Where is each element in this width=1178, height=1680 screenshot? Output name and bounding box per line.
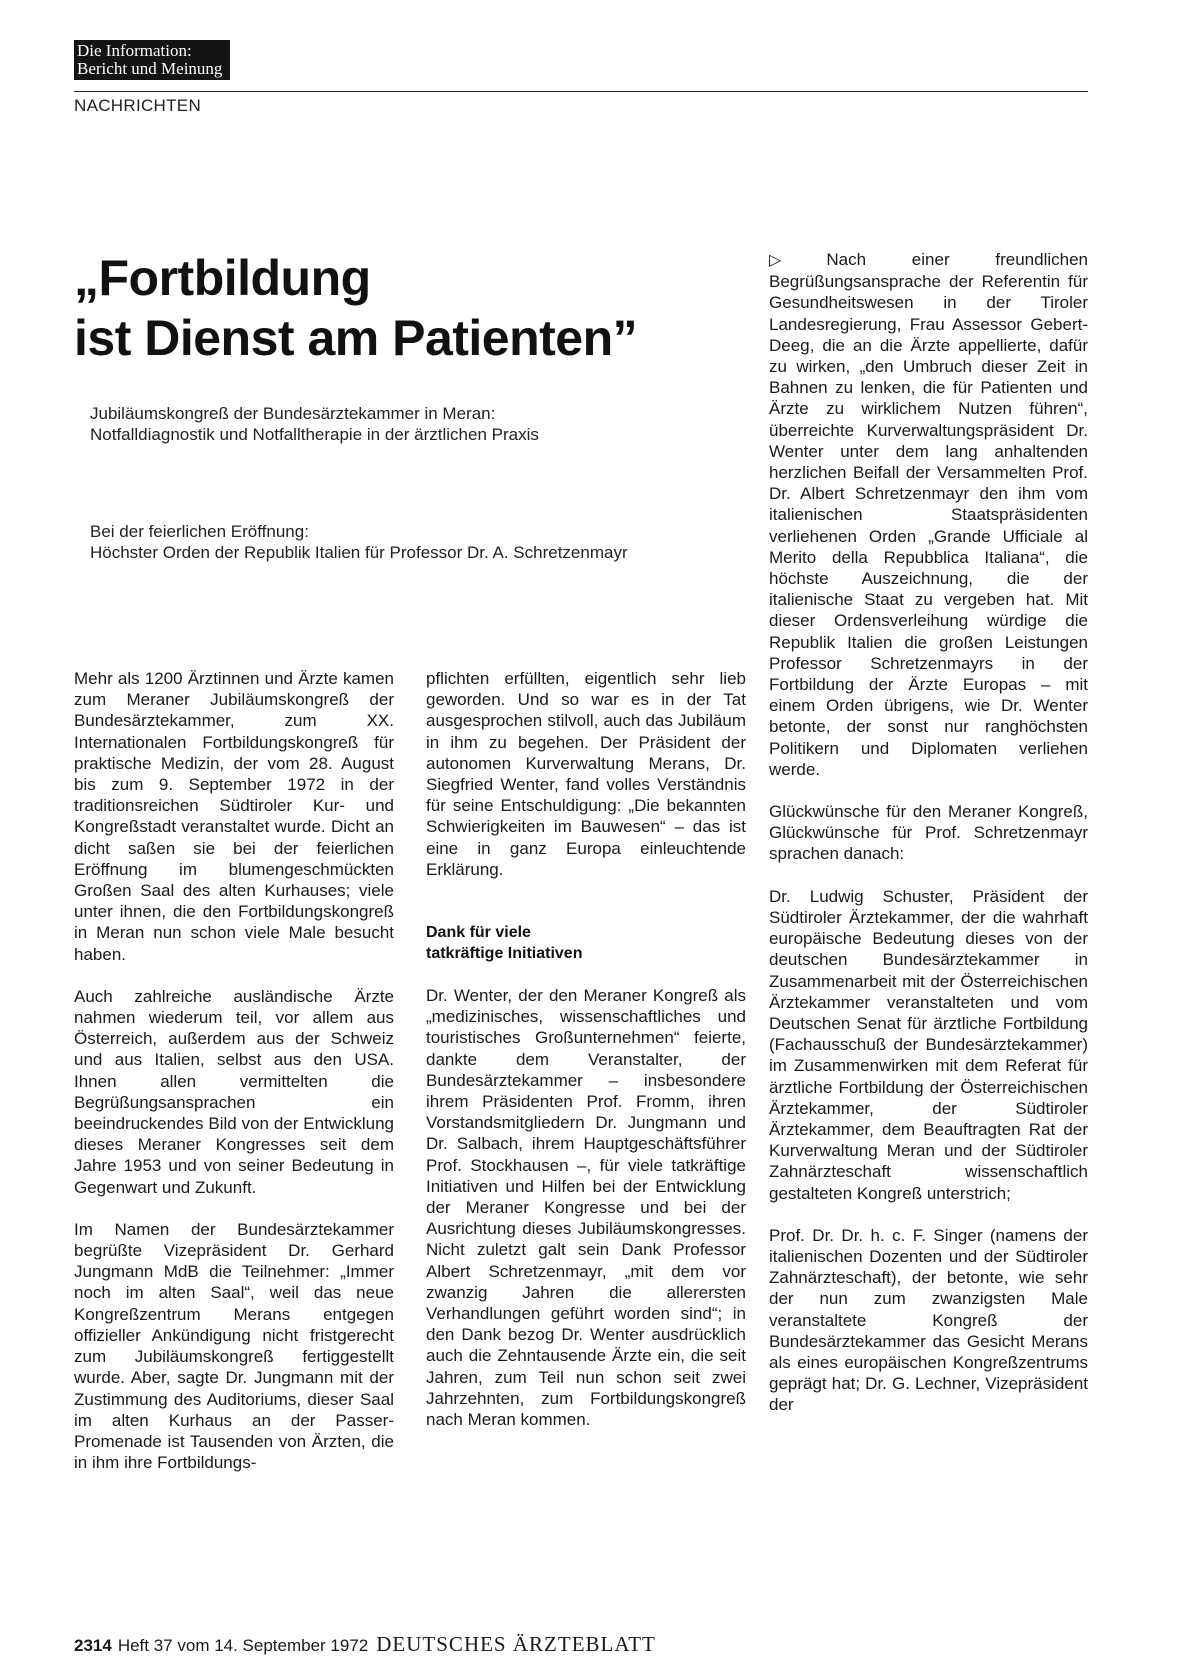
masthead-line-2: Bericht und Meinung	[77, 59, 223, 78]
paragraph: Im Namen der Bundesärztekammer begrüßte Vizepräsident Dr. Gerhard Jungmann MdB die Teilnehmer: „Immer noch im alten Saal“, weil das neue Kongreßzentrum Merans entgegen offizieller Ankündigung nicht fristgerecht zum Jubiläumskongreß fertiggestellt wurde. Aber, sagte Dr. Jungmann mit der Zustimmung des Auditoriums, dieser Saal im alten Kurhaus an der Passer-Promenade ist Tausenden von Ärzten, die in ihm ihre Fortbildungs-	[74, 1219, 394, 1473]
subheading-line-1: Dank für viele	[426, 924, 531, 942]
subhead-line-2: Notfalldiagnostik und Notfalltherapie in der ärztlichen Praxis	[90, 425, 539, 444]
paragraph: Mehr als 1200 Ärztinnen und Ärzte kamen zum Meraner Jubiläumskongreß der Bundesärztekammer, zum XX. Internationalen Fortbildungskongreß für praktische Medizin, der vom 28. August bis zum 9. September 1972 in der traditionsreichen Südtiroler Kur- und Kongreßstadt veranstaltet wurde. Dicht an dicht saßen sie bei der feierlichen Eröffnung im blumengeschmückten Großen Saal des alten Kurhauses; viele unter ihnen, die den Fortbildungskongreß in Meran nun schon viele Male besucht haben.	[74, 669, 394, 964]
subhead-line-1: Jubiläumskongreß der Bundesärztekammer in Meran:	[90, 404, 496, 423]
page-number: 2314	[74, 1636, 112, 1655]
issue-info: Heft 37 vom 14. September 1972	[117, 1636, 369, 1655]
top-rule	[74, 91, 1088, 92]
paragraph-with-marker	[769, 249, 1088, 780]
kicker-line-2: Höchster Orden der Republik Italien für Professor Dr. A. Schretzenmayr	[90, 543, 628, 562]
article-column-3	[769, 249, 1088, 1416]
subheading-line-2: tatkräftige Initiativen	[426, 945, 583, 963]
headline-line-1: „Fortbildung	[74, 250, 371, 306]
paragraph: Dr. Ludwig Schuster, Präsident der Südtiroler Ärztekammer, der die wahrhaft europäische Bedeutung dieses von der deutschen Bundesärztekammer in Zusammenarbeit mit der Österreichischen Ärztekammer veranstalteten und vom Deutschen Senat für ärztliche Fortbildung (Fachausschuß der Bundesärztekammer) im Zusammenwirken mit dem Referat für ärztliche Fortbildung der Österreichischen Ärztekammer, der Südtiroler Ärztekammer, dem Beauftragten Rat der Kurverwaltung Meran und der Südtiroler Zahnärzteschaft wissenschaftlich gestalteten Kongreß unterstrich;	[769, 886, 1088, 1203]
article-column-2	[426, 668, 746, 1430]
masthead-line-1: Die Information:	[77, 41, 192, 60]
article-column-1	[74, 668, 394, 1473]
paragraph: Prof. Dr. Dr. h. c. F. Singer (namens der italienischen Dozenten und der Südtiroler Zahnärzteschaft), der betonte, wie sehr der nun zum zwanzigsten Male veranstaltete Kongreß der Bundesärztekammer das Gesicht Merans als eines europäischen Kongreßzentrums geprägt hat; Dr. G. Lechner, Vizepräsident der	[769, 1225, 1088, 1415]
paragraph: Auch zahlreiche ausländische Ärzte nahmen wiederum teil, vor allem aus Österreich, außerdem aus der Schweiz und aus Italien, selbst aus den USA. Ihnen allen vermittelten die Begrüßungsansprachen ein beeindruckendes Bild von der Entwicklung dieses Meraner Kongresses seit dem Jahre 1953 und von seiner Bedeutung in Gegenwart und Zukunft.	[74, 986, 394, 1197]
page-footer	[74, 1632, 656, 1657]
headline	[74, 248, 714, 368]
kicker	[90, 521, 750, 563]
journal-name: DEUTSCHES ÄRZTEBLATT	[376, 1632, 656, 1656]
paragraph: pflichten erfüllten, eigentlich sehr lieb geworden. Und so war es in der Tat ausgesprochen stilvoll, auch das Jubiläum in ihm zu begehen. Der Präsident der autonomen Kurverwaltung Merans, Dr. Siegfried Wenter, fand volles Verständnis für seine Entschuldigung: „Die bekannten Schwierigkeiten im Bauwesen“ – das ist eine in ganz Europa einleuchtende Erklärung.	[426, 669, 746, 879]
paragraph-text: Nach einer freundlichen Begrüßungsansprache der Referentin für Gesundheitswesen in der Tiroler Landesregierung, Frau Assessor Gebert-Deeg, die an die Ärzte appellierte, dafür zu wirken, „den Umbruch dieser Zeit in Bahnen zu lenken, die für Patienten und Ärzte zu wirklichem Nutzen führen“, überreichte Kurverwaltungspräsident Dr. Wenter unter dem lang anhaltenden herzlichen Beifall der Versammelten Prof. Dr. Albert Schretzenmayr den ihm vom italienischen Staatspräsidenten verliehenen Orden „Grande Ufficiale al Merito della Repubblica Italiana“, die höchste Auszeichnung, die der italienische Staat zu vergeben hat. Mit dieser Ordensverleihung würdige die Republik Italien die großen Leistungen Professor Schretzenmayrs in der Fortbildung der Ärzte Europas – mit einem Orden übrigens, wie Dr. Wenter betonte, der sonst nur ranghöchsten Politikern und Diplomaten verliehen werde.	[769, 250, 1088, 779]
paragraph: Glückwünsche für den Meraner Kongreß, Glückwünsche für Prof. Schretzenmayr sprachen danach:	[769, 802, 1088, 864]
section-label: NACHRICHTEN	[74, 96, 202, 115]
triangle-right-icon: ▷	[769, 252, 823, 269]
subhead	[90, 403, 730, 445]
masthead	[74, 40, 230, 80]
paragraph: Dr. Wenter, der den Meraner Kongreß als „medizinisches, wissenschaftliches und touristisches Großunternehmen“ feierte, dankte dem Veranstalter, der Bundesärztekammer – insbesondere ihrem Präsidenten Prof. Fromm, ihren Vorstandsmitgliedern Dr. Jungmann und Dr. Salbach, ihrem Hauptgeschäftsführer Prof. Stockhausen –, für viele tatkräftige Initiativen und Hilfen bei der Entwicklung der Meraner Kongresse und bei der Ausrichtung dieses Jubiläumskongresses. Nicht zuletzt galt sein Dank Professor Albert Schretzenmayr, „mit dem vor zwanzig Jahren die allerersten Verhandlungen geführt worden sind“; in den Dank bezog Dr. Wenter ausdrücklich auch die Zehntausende Ärzte ein, die seit Jahren, zum Teil nun schon seit zwei Jahrzehnten, zum Fortbildungskongreß nach Meran kommen.	[426, 986, 746, 1430]
headline-line-2: ist Dienst am Patienten”	[74, 310, 638, 366]
kicker-line-1: Bei der feierlichen Eröffnung:	[90, 522, 309, 541]
